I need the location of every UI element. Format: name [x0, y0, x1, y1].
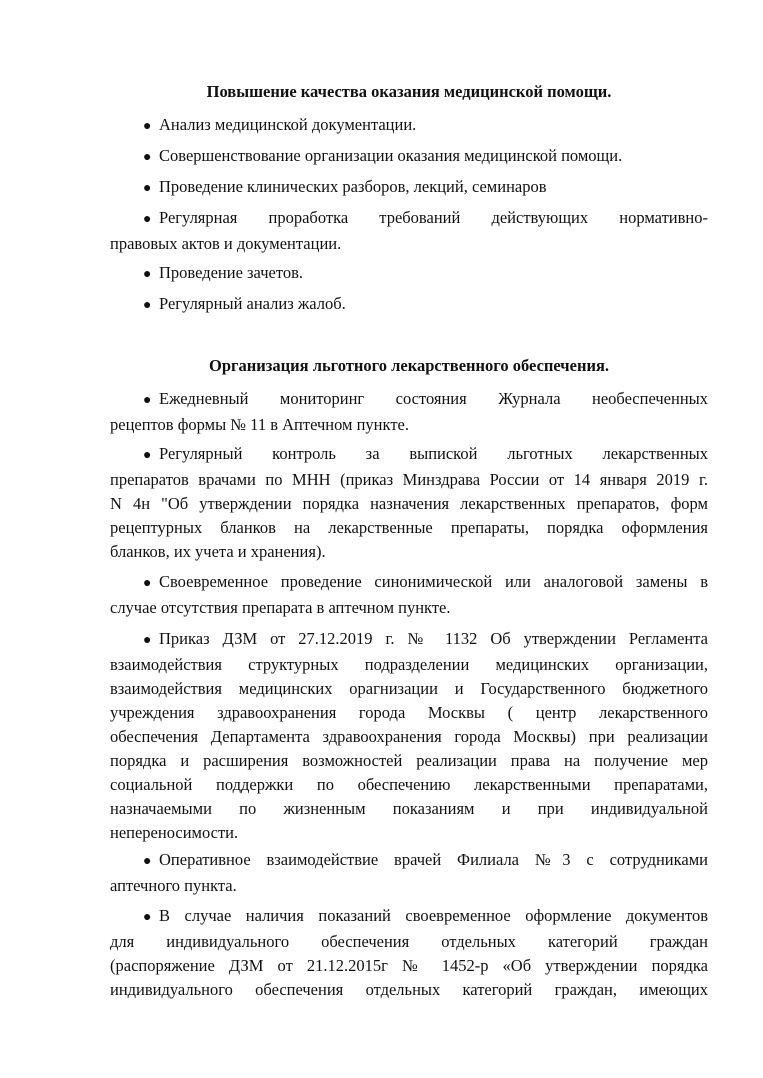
list-item: ● Приказ ДЗМ от 27.12.2019 г. № 1132 Об утверждении Регламента взаимодействия структурных подразделении медицинских организации, взаимодействия медицинских орагнизации и Государственного бюджетного учреждения здравоохранения города Москвы ( центр лекарственного обеспечения Департамента здравоохранения города Москвы) при реализации порядка и расширения возможностей реализации права на получение мер социальной поддержки по обеспечению лекарственными препаратами, назначаемыми по жизненным показаниям и при индивидуальной непереносимости. — [110, 629, 708, 842]
list-item: ● Оперативное взаимодействие врачей Филиала №3 с сотрудниками аптечного пункта. — [110, 850, 708, 895]
bullet-icon: ● — [143, 448, 152, 463]
list-item: ● Проведение клинических разборов, лекций, семинаров — [143, 175, 547, 201]
list-item: ● Ежедневный мониторинг состояния Журнала необеспеченных рецептов формы № 11 в Аптечном пункте. — [110, 389, 708, 434]
bullet-icon: ● — [143, 267, 152, 282]
bullet-icon: ● — [143, 854, 152, 869]
bullet-icon: ● — [143, 910, 152, 925]
list-item: ● Регулярный анализ жалоб. — [143, 292, 346, 318]
list-item: ● Регулярный контроль за выпиской льготных лекарственных препаратов врачами по МНН (приказ Минздрава России от 14 января 2019 г. N 4н "Об утверждении порядка назначения лекарственных препаратов, форм рецептурных бланков на лекарственные препараты, порядка оформления бланков, их учета и хранения). — [110, 444, 708, 561]
section-heading-quality: Повышение качества оказания медицинской помощи. — [206, 82, 612, 101]
list-item: ● Проведение зачетов. — [143, 261, 303, 287]
bullet-icon: ● — [143, 119, 152, 134]
bullet-icon: ● — [143, 298, 152, 313]
list-item: ● В случае наличия показаний своевременное оформление документов для индивидуального обеспечения отдельных категорий граждан (распоряжение ДЗМ от 21.12.2015г № 1452-р «Об утверждении порядка индивидуального обеспечения отдельных категорий граждан, имеющих — [110, 906, 708, 999]
bullet-icon: ● — [143, 576, 152, 591]
bullet-icon: ● — [143, 393, 152, 408]
section-heading-benefits: Организация льготного лекарственного обеспечения. — [208, 356, 610, 375]
bullet-icon: ● — [143, 212, 152, 227]
bullet-icon: ● — [143, 633, 152, 648]
bullet-icon: ● — [143, 150, 152, 165]
list-item: ● Своевременное проведение синонимической или аналоговой замены в случае отсутствия препарата в аптечном пункте. — [110, 572, 708, 617]
list-item: ● Совершенствование организации оказания медицинской помощи. — [143, 144, 622, 170]
list-item: ● Анализ медицинской документации. — [143, 113, 416, 139]
list-item: ● Регулярная проработка требований действующих нормативно- правовых актов и документации. — [110, 208, 708, 253]
bullet-icon: ● — [143, 181, 152, 196]
